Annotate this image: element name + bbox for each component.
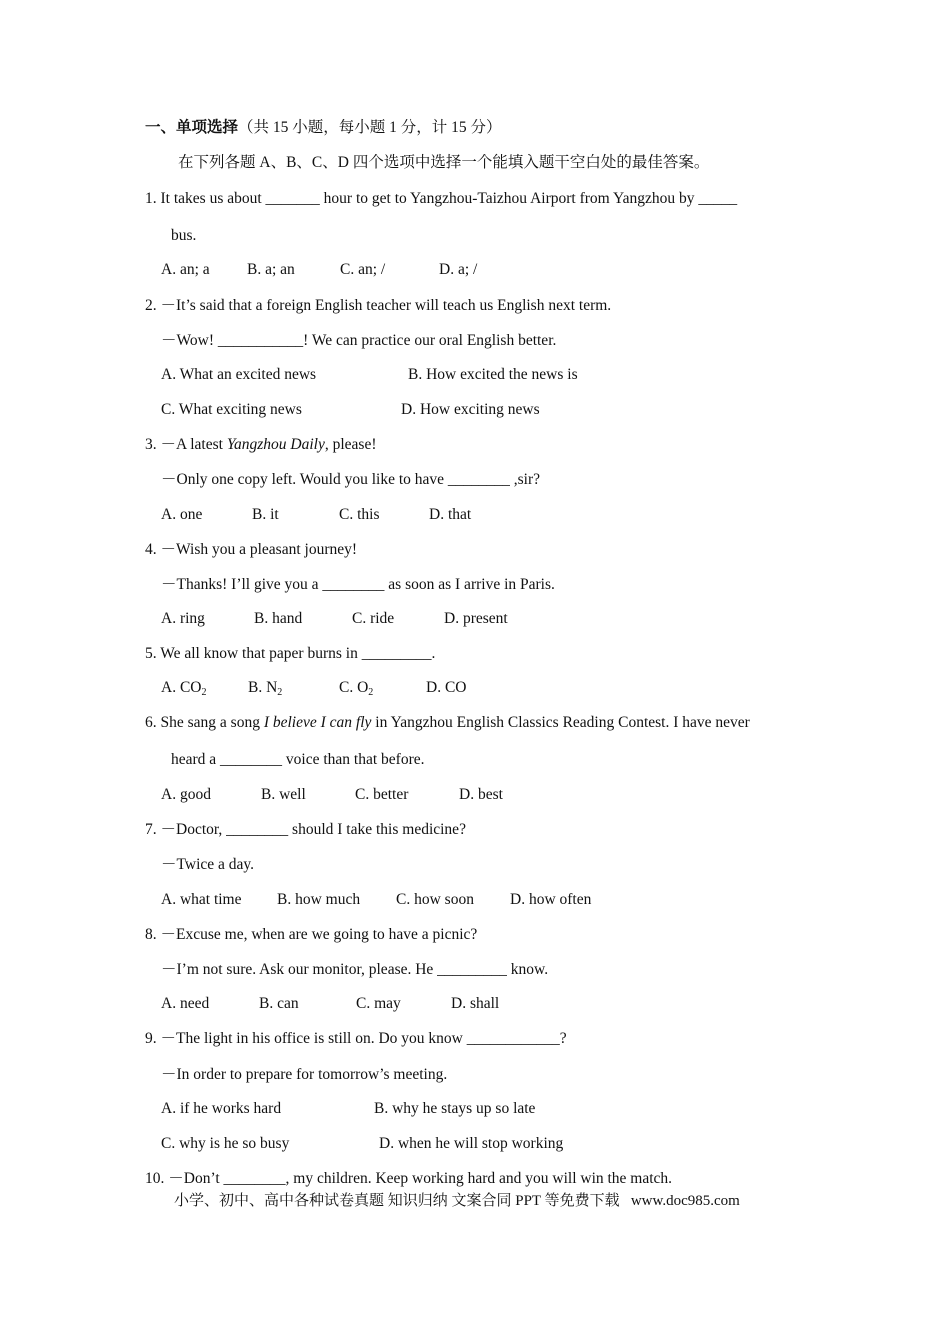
question-9-option-c: C. why is he so busy xyxy=(161,1135,290,1152)
question-3-option-d: D. that xyxy=(429,506,472,523)
question-6-stem-post: in Yangzhou English Classics Reading Contest. I have never xyxy=(371,714,750,731)
page-footer: 小学、初中、高中各种试卷真题 知识归纳 文案合同 PPT 等免费下载 www.doc985.com xyxy=(174,1193,740,1209)
section-title-rest: （共 15 小题，每小题 1 分，计 15 分） xyxy=(238,119,502,136)
question-1-stem-cont: bus. xyxy=(171,227,197,244)
question-4-option-a: A. ring xyxy=(161,610,205,627)
question-1-stem: 1. It takes us about _______ hour to get to Yangzhou-Taizhou Airport from Yangzhou by _____ xyxy=(145,190,738,207)
question-3-stem-post: , please! xyxy=(324,436,377,453)
question-2-option-d: D. How exciting news xyxy=(401,401,540,418)
question-2-stem: 2. －It’s said that a foreign English teacher will teach us English next term. xyxy=(145,297,612,314)
question-5-stem: 5. We all know that paper burns in _________. xyxy=(145,645,436,662)
question-8-option-d: D. shall xyxy=(451,995,500,1012)
question-8-stem: 8. －Excuse me, when are we going to have a picnic? xyxy=(145,926,478,943)
question-6-stem-italic: I believe I can fly xyxy=(263,714,372,731)
question-4-option-c: C. ride xyxy=(352,610,395,627)
question-2-option-c: C. What exciting news xyxy=(161,401,302,418)
question-7-option-c: C. how soon xyxy=(396,891,474,908)
question-5-option-b xyxy=(248,678,282,698)
question-2-option-b: B. How excited the news is xyxy=(408,366,578,383)
question-9-option-d: D. when he will stop working xyxy=(379,1135,564,1152)
question-1-option-c: C. an; / xyxy=(340,261,386,278)
question-4-option-d: D. present xyxy=(444,610,508,627)
question-3-stem xyxy=(145,435,377,455)
question-6-stem-pre: 6. She sang a song xyxy=(145,714,264,731)
question-5-option-c-text: C. O xyxy=(339,679,369,696)
question-3-option-a: A. one xyxy=(161,506,203,523)
question-7-stem: 7. －Doctor, ________ should I take this medicine? xyxy=(145,821,466,838)
question-3-reply: －Only one copy left. Would you like to have ________ ,sir? xyxy=(161,471,541,488)
question-9-stem: 9. －The light in his office is still on. Do you know ____________? xyxy=(145,1030,567,1047)
question-5-option-c-subscript: 2 xyxy=(368,687,374,698)
question-10-stem: 10. －Don’t ________, my children. Keep working hard and you will win the match. xyxy=(145,1170,673,1187)
question-5-option-d xyxy=(426,678,466,698)
question-3-option-b: B. it xyxy=(252,506,279,523)
question-9-reply: －In order to prepare for tomorrow’s meeting. xyxy=(161,1066,448,1083)
question-6-stem-cont: heard a ________ voice than that before. xyxy=(171,751,425,768)
question-1-option-d: D. a; / xyxy=(439,261,478,278)
question-8-option-a: A. need xyxy=(161,995,210,1012)
question-5-option-a xyxy=(161,678,206,698)
question-5-option-b-text: B. N xyxy=(248,679,278,696)
question-6-option-c: C. better xyxy=(355,786,409,803)
question-5-option-a-subscript: 2 xyxy=(201,687,207,698)
section-instruction: 在下列各题 A、B、C、D 四个选项中选择一个能填入题干空白处的最佳答案。 xyxy=(178,154,710,171)
question-8-reply: －I’m not sure. Ask our monitor, please. He _________ know. xyxy=(161,961,549,978)
question-2-reply: －Wow! ___________! We can practice our oral English better. xyxy=(161,332,557,349)
question-6-stem xyxy=(145,713,750,733)
section-title-bold: 一、单项选择 xyxy=(145,119,239,136)
question-9-option-a: A. if he works hard xyxy=(161,1100,282,1117)
question-5-option-c xyxy=(339,678,373,698)
question-5-option-a-text: A. CO xyxy=(161,679,202,696)
section-title xyxy=(145,118,502,138)
question-5-option-b-subscript: 2 xyxy=(277,687,283,698)
question-1-option-a: A. an; a xyxy=(161,261,210,278)
question-3-stem-pre: 3. －A latest xyxy=(145,436,227,453)
question-2-option-a: A. What an excited news xyxy=(161,366,317,383)
question-9-option-b: B. why he stays up so late xyxy=(374,1100,536,1117)
question-5-option-d-text: D. CO xyxy=(426,679,467,696)
question-8-option-b: B. can xyxy=(259,995,299,1012)
question-4-option-b: B. hand xyxy=(254,610,303,627)
question-6-option-a: A. good xyxy=(161,786,211,803)
question-1-option-b: B. a; an xyxy=(247,261,295,278)
question-4-reply: －Thanks! I’ll give you a ________ as soon as I arrive in Paris. xyxy=(161,576,555,593)
question-3-stem-italic: Yangzhou Daily xyxy=(226,436,325,453)
question-7-option-d: D. how often xyxy=(510,891,592,908)
question-7-option-a: A. what time xyxy=(161,891,242,908)
question-7-option-b: B. how much xyxy=(277,891,361,908)
question-6-option-d: D. best xyxy=(459,786,503,803)
question-4-stem: 4. －Wish you a pleasant journey! xyxy=(145,541,358,558)
question-3-option-c: C. this xyxy=(339,506,380,523)
question-8-option-c: C. may xyxy=(356,995,401,1012)
question-6-option-b: B. well xyxy=(261,786,306,803)
question-7-reply: －Twice a day. xyxy=(161,856,255,873)
